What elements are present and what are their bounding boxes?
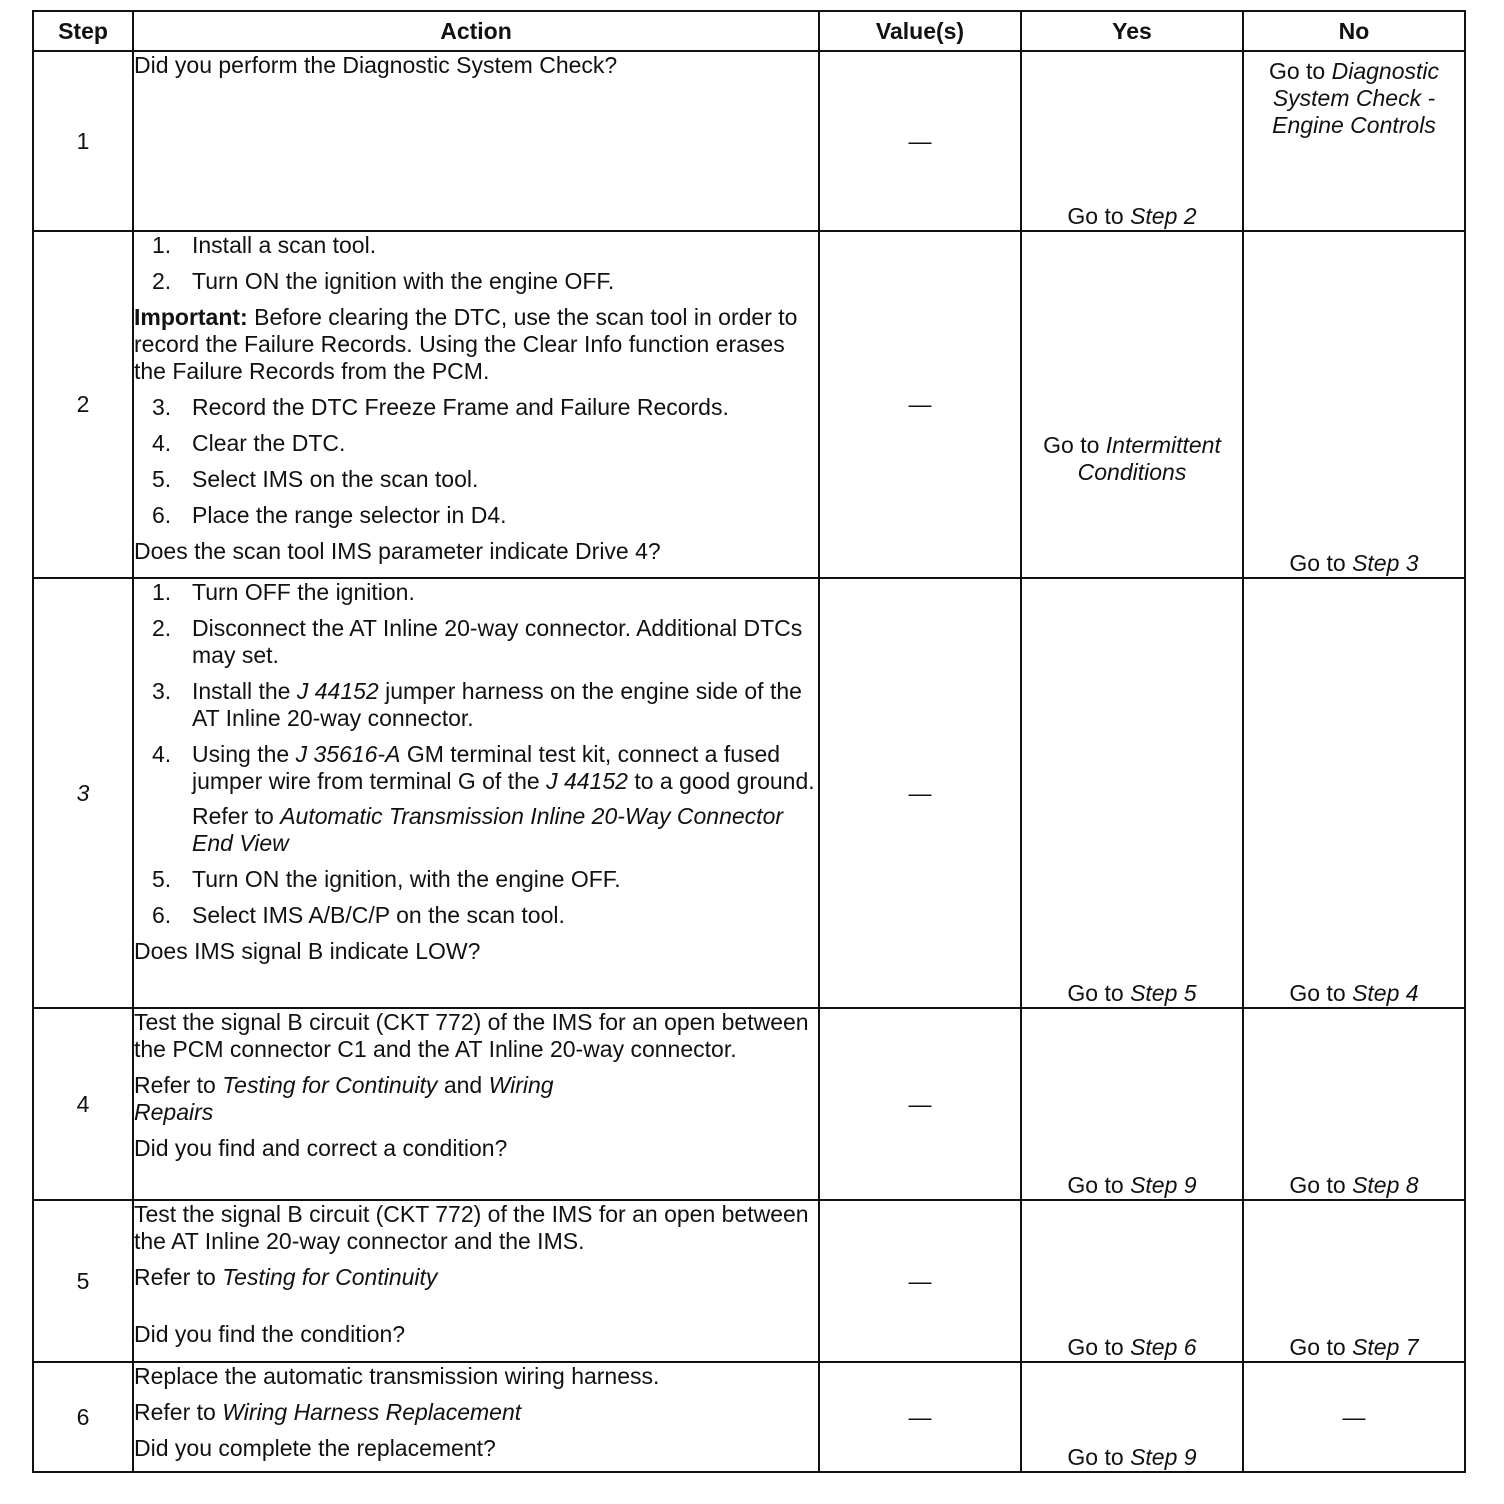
tool-ref: J 35616-A xyxy=(295,741,401,767)
no-cell[interactable] xyxy=(1243,1200,1465,1362)
table-row xyxy=(33,51,1465,231)
go-to-label: Go to xyxy=(1289,550,1346,576)
list-item: 6. Place the range selector in D4. xyxy=(152,502,507,528)
list-item: 5. Select IMS on the scan tool. xyxy=(152,466,479,492)
go-to-label: Go to xyxy=(1043,432,1100,458)
action-question: Does IMS signal B indicate LOW? xyxy=(134,938,481,964)
go-to-label: Go to xyxy=(1067,203,1124,229)
action-question: Did you complete the replacement? xyxy=(134,1435,496,1461)
no-cell[interactable] xyxy=(1243,1008,1465,1200)
table-row xyxy=(33,231,1465,578)
action-cell xyxy=(133,1008,819,1200)
important-note: Important: Before clearing the DTC, use the scan tool in order to record the Failure Records. Using the Clear Info function erases the Failure Records from the PCM. xyxy=(134,304,798,384)
no-link[interactable]: Step 4 xyxy=(1352,980,1419,1006)
list-item: 6. Select IMS A/B/C/P on the scan tool. xyxy=(152,902,565,928)
table-row xyxy=(33,1200,1465,1362)
list-item: 1. Turn OFF the ignition. xyxy=(152,579,415,605)
list-item: 2. Disconnect the AT Inline 20-way connector. Additional DTCs may set. xyxy=(152,615,803,668)
go-to-label: Go to xyxy=(1067,1172,1124,1198)
refer-link[interactable]: Automatic Transmission Inline 20-Way Connector End View xyxy=(192,803,784,856)
list-item: 3. Record the DTC Freeze Frame and Failure Records. xyxy=(152,394,729,420)
go-to-label: Go to xyxy=(1067,1444,1124,1470)
header-values: Value(s) xyxy=(819,11,1021,51)
action-text: Test the signal B circuit (CKT 772) of the IMS for an open between the AT Inline 20-way connector and the IMS. xyxy=(134,1201,809,1254)
yes-link[interactable]: Step 6 xyxy=(1130,1334,1197,1360)
table-row xyxy=(33,1008,1465,1200)
list-item: 4. Using the J 35616-A GM terminal test kit, connect a fused jumper wire from terminal G of the J 44152 to a good ground. xyxy=(152,741,815,794)
refer-note: Refer to Automatic Transmission Inline 20-Way Connector End View xyxy=(192,803,784,856)
no-cell[interactable] xyxy=(1243,578,1465,1008)
no-text-block xyxy=(1244,58,1464,139)
action-list xyxy=(134,866,818,929)
refer-link[interactable]: Testing for Continuity xyxy=(222,1072,438,1098)
tool-ref: J 44152 xyxy=(546,768,628,794)
yes-cell[interactable] xyxy=(1021,1200,1243,1362)
step-number: 4 xyxy=(33,1008,133,1200)
go-to-label: Go to xyxy=(1289,1334,1346,1360)
go-to-label: Go to xyxy=(1268,58,1326,84)
yes-link[interactable]: Intermittent Conditions xyxy=(1077,432,1221,485)
no-cell: — xyxy=(1243,1362,1465,1472)
go-to-label: Go to xyxy=(1067,1334,1124,1360)
list-item: 1. Install a scan tool. xyxy=(152,232,377,258)
header-step: Step xyxy=(33,11,133,51)
tool-ref: J 44152 xyxy=(296,678,379,704)
refer-link[interactable]: Wiring Harness Replacement xyxy=(222,1399,522,1425)
no-link[interactable]: Step 3 xyxy=(1352,550,1419,576)
no-link[interactable]: Diagnostic System Check - Engine Controls xyxy=(1272,58,1440,138)
list-item: 2. Turn ON the ignition with the engine OFF. xyxy=(152,268,615,294)
action-cell xyxy=(133,1362,819,1472)
header-yes: Yes xyxy=(1021,11,1243,51)
yes-link[interactable]: Step 5 xyxy=(1130,980,1197,1006)
no-cell[interactable] xyxy=(1243,231,1465,578)
go-to-label: Go to xyxy=(1289,1172,1346,1198)
go-to-label: Go to xyxy=(1067,980,1124,1006)
yes-cell[interactable] xyxy=(1021,51,1243,231)
action-question: Did you find the condition? xyxy=(134,1321,406,1347)
action-list xyxy=(134,579,818,795)
value-cell: — xyxy=(819,231,1021,578)
value-cell: — xyxy=(819,578,1021,1008)
action-list xyxy=(134,394,818,529)
go-to-label: Go to xyxy=(1289,980,1346,1006)
action-cell xyxy=(133,1200,819,1362)
no-link[interactable]: Step 7 xyxy=(1352,1334,1419,1360)
action-question: Does the scan tool IMS parameter indicate Drive 4? xyxy=(134,538,661,564)
action-list xyxy=(134,232,818,295)
step-number: 1 xyxy=(33,51,133,231)
action-cell xyxy=(133,231,819,578)
yes-cell[interactable] xyxy=(1021,231,1243,578)
no-cell[interactable] xyxy=(1243,51,1465,231)
step-number: 2 xyxy=(33,231,133,578)
value-cell: — xyxy=(819,1008,1021,1200)
diagnostic-table xyxy=(32,10,1466,1473)
value-cell: — xyxy=(819,1200,1021,1362)
refer-note: Refer to Testing for Continuity and Wiring Repairs xyxy=(134,1072,554,1125)
no-link[interactable]: Step 8 xyxy=(1352,1172,1419,1198)
table-row xyxy=(33,1362,1465,1472)
action-text: Test the signal B circuit (CKT 772) of the IMS for an open between the PCM connector C1 and the AT Inline 20-way connector. xyxy=(134,1009,809,1062)
list-item: 5. Turn ON the ignition, with the engine OFF. xyxy=(152,866,621,892)
table-row xyxy=(33,578,1465,1008)
step-number: 6 xyxy=(33,1362,133,1472)
action-question: Did you perform the Diagnostic System Check? xyxy=(134,52,618,78)
header-no: No xyxy=(1243,11,1465,51)
yes-text-block xyxy=(1022,432,1242,486)
step-number: 5 xyxy=(33,1200,133,1362)
header-row xyxy=(33,11,1465,51)
step-number: 3 xyxy=(33,578,133,1008)
yes-cell[interactable] xyxy=(1021,578,1243,1008)
refer-note: Refer to Wiring Harness Replacement xyxy=(134,1399,522,1425)
action-text: Replace the automatic transmission wiring harness. xyxy=(134,1363,660,1389)
action-cell xyxy=(133,51,819,231)
value-cell: — xyxy=(819,51,1021,231)
action-cell xyxy=(133,578,819,1008)
refer-link[interactable]: Wiring Repairs xyxy=(134,1072,554,1125)
list-item: 4. Clear the DTC. xyxy=(152,430,346,456)
refer-note: Refer to Testing for Continuity xyxy=(134,1264,438,1290)
yes-cell[interactable] xyxy=(1021,1362,1243,1472)
yes-cell[interactable] xyxy=(1021,1008,1243,1200)
yes-link[interactable]: Step 2 xyxy=(1130,203,1197,229)
refer-link[interactable]: Testing for Continuity xyxy=(222,1264,438,1290)
header-action: Action xyxy=(133,11,819,51)
yes-link[interactable]: Step 9 xyxy=(1130,1172,1197,1198)
value-cell: — xyxy=(819,1362,1021,1472)
yes-link[interactable]: Step 9 xyxy=(1130,1444,1197,1470)
list-item: 3. Install the J 44152 jumper harness on the engine side of the AT Inline 20-way connector. xyxy=(152,678,802,731)
action-question: Did you find and correct a condition? xyxy=(134,1135,508,1161)
